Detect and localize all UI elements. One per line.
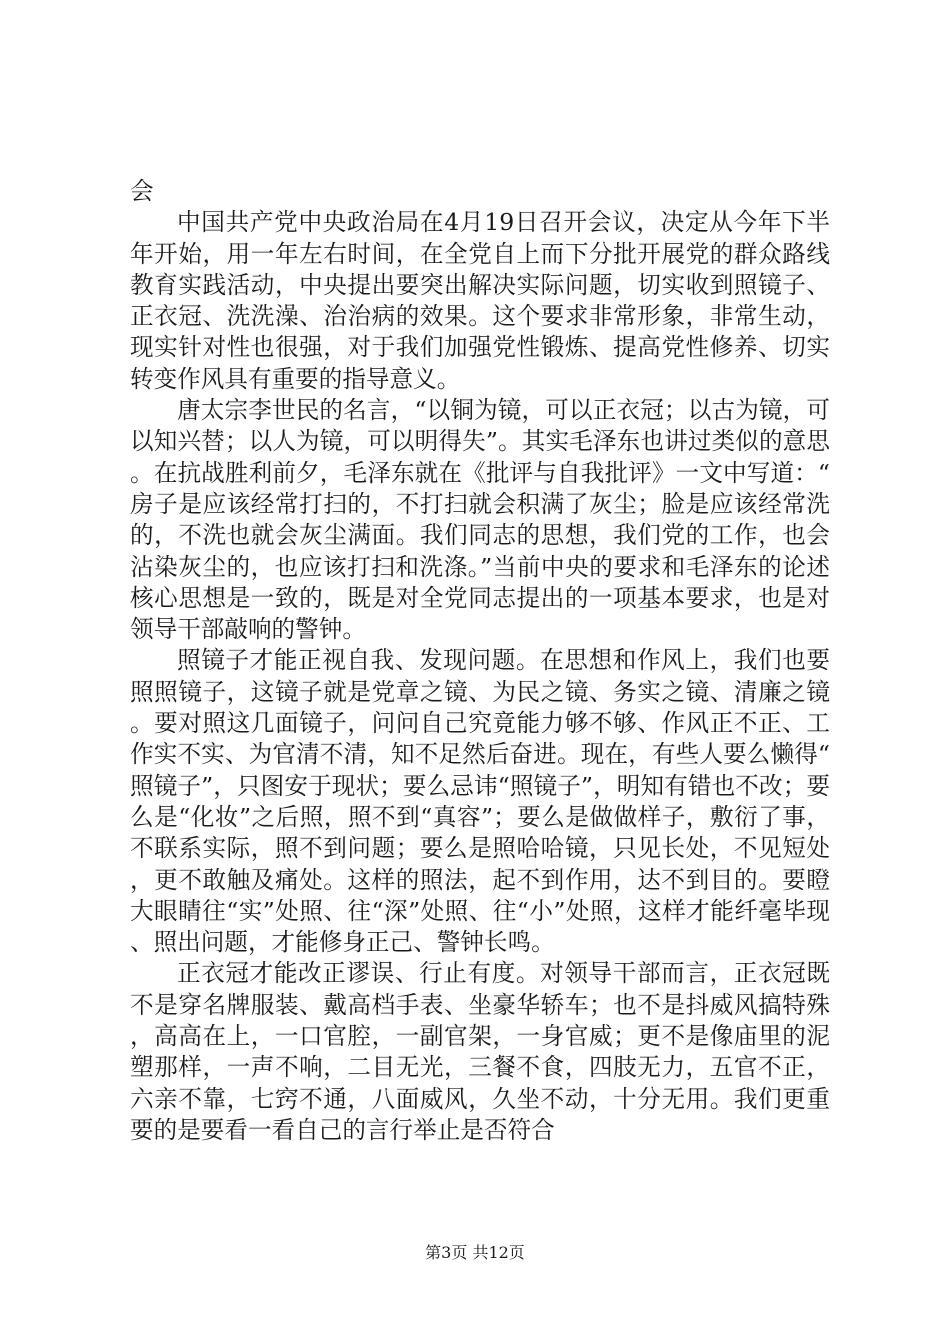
paragraph-straighten-clothes: 正衣冠才能改正谬误、行止有度。对领导干部而言，正衣冠既不是穿名牌服装、戴高档手表、坐豪华轿车；也不是抖威风搞特殊，高高在上，一口官腔，一副官架，一身官威；更不是像庙里的泥塑那样，一声不响，二目无光，三餐不食，四肢无力，五官不正，六亲不靠，七窍不通，八面威风，久坐不动，十分无用。我们更重要的是要看一看自己的言行举止是否符合 [130,959,830,1144]
paragraph-meeting: 中国共产党中央政治局在4月19日召开会议，决定从今年下半年开始，用一年左右时间，在全党自上而下分批开展党的群众路线教育实践活动，中央提出要突出解决实际问题，切实收到照镜子、正衣冠、洗洗澡、治治病的效果。这个要求非常形象，非常生动，现实针对性也很强，对于我们加强党性锻炼、提高党性修养、切实转变作风具有重要的指导意义。 [130,208,830,393]
paragraph-mirror-quote: 唐太宗李世民的名言，“以铜为镜，可以正衣冠；以古为镜，可以知兴替；以人为镜，可以明得失”。其实毛泽东也讲过类似的意思。在抗战胜利前夕，毛泽东就在《批评与自我批评》一文中写道：“房子是应该经常打扫的，不打扫就会积满了灰尘；脸是应该经常洗的，不洗也就会灰尘满面。我们同志的思想，我们党的工作，也会沾染灰尘的，也应该打扫和洗涤。”当前中央的要求和毛泽东的论述核心思想是一致的，既是对全党同志提出的一项基本要求，也是对领导干部敲响的警钟。 [130,396,830,644]
page-footer: 第3页 共12页 [425,1243,525,1262]
document-body [130,176,830,1146]
paragraph-look-in-mirror: 照镜子才能正视自我、发现问题。在思想和作风上，我们也要照照镜子，这镜子就是党章之镜、为民之镜、务实之镜、清廉之镜。要对照这几面镜子，问问自己究竟能力够不够、作风正不正、工作实不实、为官清不清，知不足然后奋进。现在，有些人要么懒得“照镜子”，只图安于现状；要么忌讳“照镜子”，明知有错也不改；要么是“化妆”之后照，照不到“真容”；要么是做做样子，敷衍了事，不联系实际，照不到问题；要么是照哈哈镜，只见长处，不见短处，更不敢触及痛处。这样的照法，起不到作用，达不到目的。要瞪大眼睛往“实”处照、往“深”处照、往“小”处照，这样才能纤毫毕现、照出问题，才能修身正己、警钟长鸣。 [130,646,830,957]
paragraph-continuation: 会 [130,177,154,205]
